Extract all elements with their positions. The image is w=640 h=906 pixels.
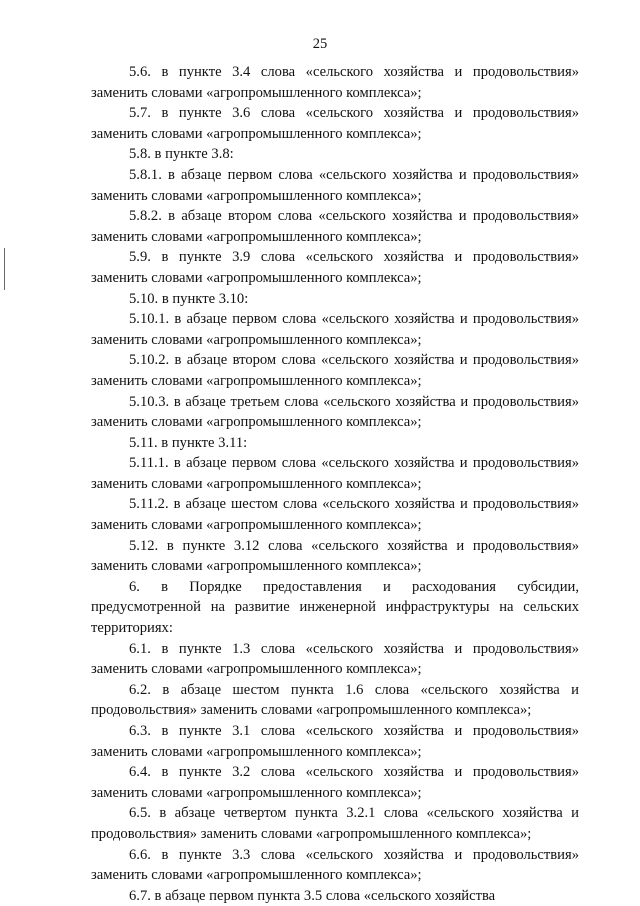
paragraph-5-11-1: 5.11.1. в абзаце первом слова «сельского хозяйства и продовольствия» заменить словами «агропромышленного комплекса»;	[91, 455, 579, 492]
paragraph-5-8-1: 5.8.1. в абзаце первом слова «сельского хозяйства и продовольствия» заменить словами «агропромышленного комплекса»;	[91, 166, 579, 204]
paragraph-5-6: 5.6. в пункте 3.4 слова «сельского хозяйства и продовольствия» заменить словами «агропромышленного комплекса»;	[91, 64, 579, 101]
margin-mark	[4, 248, 5, 290]
page-number: 25	[312, 36, 328, 52]
paragraph-6-7: 6.7. в абзаце первом пункта 3.5 слова «сельского хозяйства	[129, 887, 496, 904]
paragraph-5-8: 5.8. в пункте 3.8:	[129, 146, 234, 163]
paragraph-6: 6. в Порядке предоставления и расходования субсидии, предусмотренной на развитие инженерной инфраструктуры на сельских территориях:	[91, 578, 579, 637]
paragraph-5-7: 5.7. в пункте 3.6 слова «сельского хозяйства и продовольствия» заменить словами «агропромышленного комплекса»;	[91, 105, 579, 142]
paragraph-6-2: 6.2. в абзаце шестом пункта 1.6 слова «сельского хозяйства и продовольствия» заменить словами «агропромышленного комплекса»;	[91, 681, 579, 719]
paragraph-5-11-2: 5.11.2. в абзаце шестом слова «сельского хозяйства и продовольствия» заменить словами «агропромышленного комплекса»;	[91, 496, 579, 534]
paragraph-5-12: 5.12. в пункте 3.12 слова «сельского хозяйства и продовольствия» заменить словами «агропромышленного комплекса»;	[91, 537, 579, 575]
paragraph-5-11: 5.11. в пункте 3.11:	[129, 434, 248, 451]
paragraph-5-10-1: 5.10.1. в абзаце первом слова «сельского хозяйства и продовольствия» заменить словами «агропромышленного комплекса»;	[91, 311, 579, 348]
paragraph-6-4: 6.4. в пункте 3.2 слова «сельского хозяйства и продовольствия» заменить словами «агропромышленного комплекса»;	[91, 764, 579, 801]
paragraph-5-10-2: 5.10.2. в абзаце втором слова «сельского хозяйства и продовольствия» заменить словами «агропромышленного комплекса»;	[91, 352, 579, 389]
paragraph-5-8-2: 5.8.2. в абзаце втором слова «сельского хозяйства и продовольствия» заменить словами «агропромышленного комплекса»;	[91, 208, 579, 245]
paragraph-6-5: 6.5. в абзаце четвертом пункта 3.2.1 слова «сельского хозяйства и продовольствия» заменить словами «агропромышленного комплекса»;	[91, 805, 579, 842]
document-body	[91, 62, 579, 906]
paragraph-5-10: 5.10. в пункте 3.10:	[129, 290, 249, 307]
paragraph-6-1: 6.1. в пункте 1.3 слова «сельского хозяйства и продовольствия» заменить словами «агропромышленного комплекса»;	[91, 640, 579, 678]
paragraph-5-10-3: 5.10.3. в абзаце третьем слова «сельского хозяйства и продовольствия» заменить словами «агропромышленного комплекса»;	[91, 393, 579, 431]
paragraph-6-6: 6.6. в пункте 3.3 слова «сельского хозяйства и продовольствия» заменить словами «агропромышленного комплекса»;	[91, 846, 579, 884]
paragraph-6-3: 6.3. в пункте 3.1 слова «сельского хозяйства и продовольствия» заменить словами «агропромышленного комплекса»;	[91, 723, 579, 760]
paragraph-5-9: 5.9. в пункте 3.9 слова «сельского хозяйства и продовольствия» заменить словами «агропромышленного комплекса»;	[91, 249, 579, 286]
